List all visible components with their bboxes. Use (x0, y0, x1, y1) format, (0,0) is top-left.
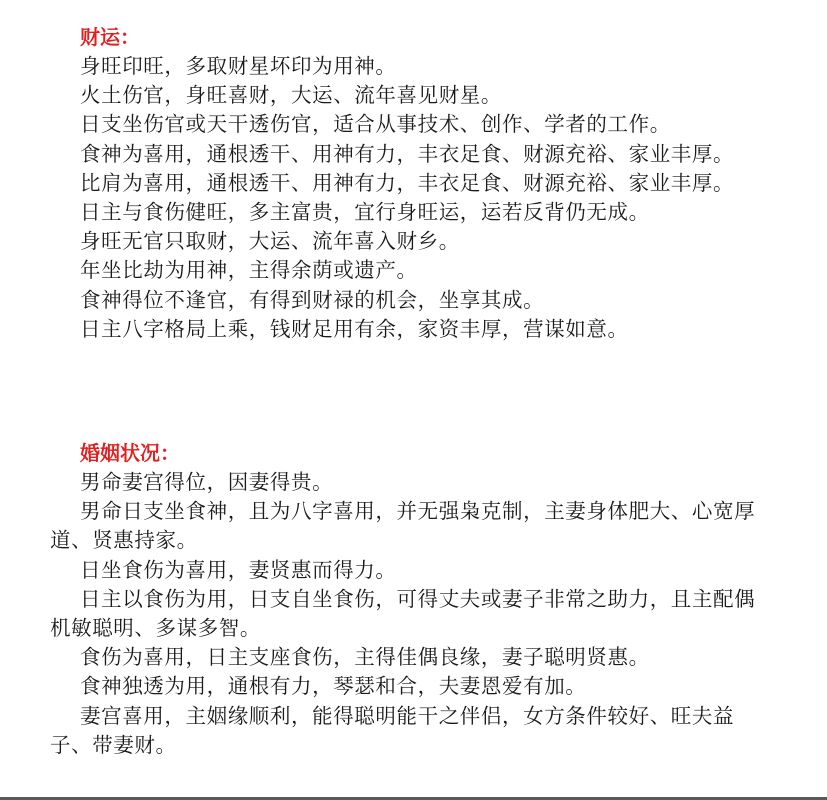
paragraph: 食神为喜用，通根透干、用神有力，丰衣足食、财源充裕、家业丰厚。 (80, 141, 735, 166)
paragraph: 男命妻宫得位，因妻得贵。 (80, 470, 334, 494)
paragraph: 日坐食伤为喜用，妻贤惠而得力。 (80, 557, 397, 582)
paragraph: 日主以食伤为用，日支自坐食伤，可得丈夫或妻子非常之助力，且主配偶机敏聪明、多谋多智。 (50, 586, 756, 641)
section-heading-marriage: 婚姻状况： (80, 441, 180, 465)
paragraph: 食神得位不逢官，有得到财禄的机会，坐享其成。 (80, 287, 545, 312)
paragraph: 日主八字格局上乘，钱财足用有余，家资丰厚，营谋如意。 (80, 316, 629, 341)
section-heading-wealth: 财运： (80, 25, 140, 49)
paragraph: 年坐比劫为用神，主得余荫或遗产。 (80, 258, 418, 283)
paragraph: 男命日支坐食神，且为八字喜用，并无强枭克制，主妻身体肥大、心宽厚道、贤惠持家。 (50, 499, 756, 553)
paragraph: 身旺印旺，多取财星坏印为用神。 (80, 54, 397, 78)
paragraph: 比肩为喜用，通根透干、用神有力，丰衣足食、财源充裕、家业丰厚。 (80, 170, 735, 195)
section-wealth (50, 22, 770, 344)
paragraph: 食神独透为用，通根有力，琴瑟和合，夫妻恩爱有加。 (80, 674, 587, 699)
paragraph: 日主与食伤健旺，多主富贵，宜行身旺运，运若反背仍无成。 (80, 200, 650, 225)
section-marriage (50, 438, 770, 760)
paragraph: 火土伤官，身旺喜财，大运、流年喜见财星。 (80, 83, 502, 108)
paragraph: 身旺无官只取财，大运、流年喜入财乡。 (80, 229, 460, 254)
paragraph: 日支坐伤官或天干透伤官，适合从事技术、创作、学者的工作。 (80, 112, 671, 137)
paragraph: 食伤为喜用，日主支座食伤，主得佳偶良缘，妻子聪明贤惠。 (80, 645, 650, 670)
paragraph: 妻宫喜用，主姻缘顺利，能得聪明能干之伴侣，女方条件较好、旺夫益子、带妻财。 (50, 703, 735, 757)
